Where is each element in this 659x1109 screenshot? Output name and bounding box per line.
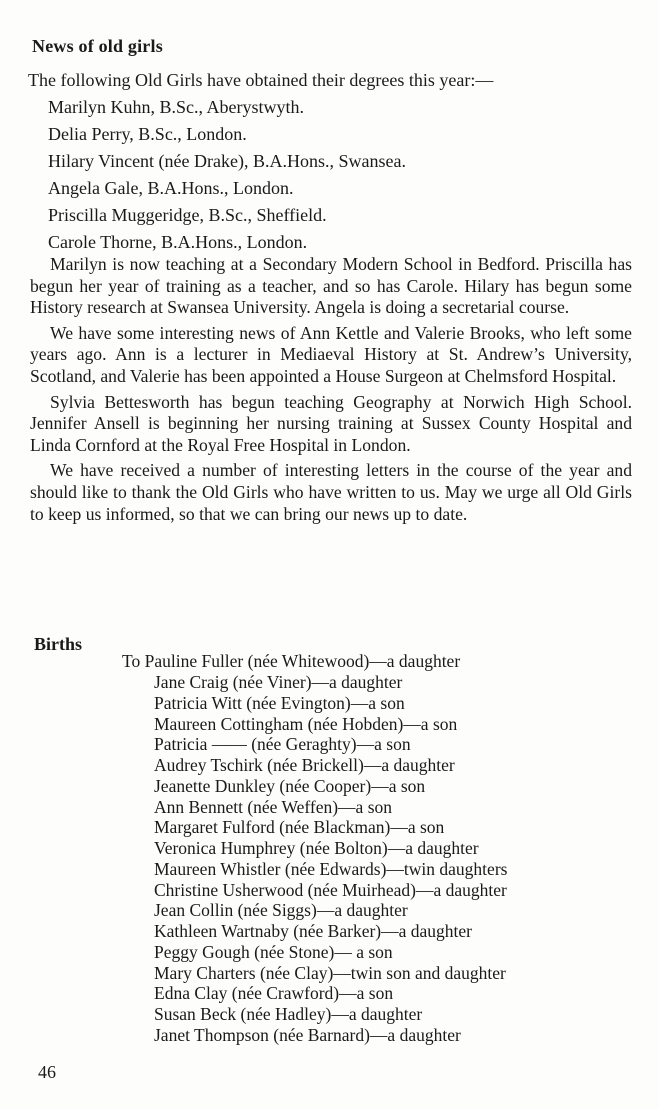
- birth-item: Mary Charters (née Clay)—twin son and daughter: [154, 962, 506, 983]
- birth-item: Edna Clay (née Crawford)—a son: [154, 983, 394, 1004]
- birth-item: Peggy Gough (née Stone)— a son: [154, 941, 393, 962]
- births-list: [154, 672, 507, 1046]
- degree-item: Marilyn Kuhn, B.Sc., Aberystwyth.: [48, 97, 304, 117]
- birth-item: Jean Collin (née Siggs)—a daughter: [154, 900, 408, 921]
- page-number: 46: [38, 1062, 56, 1082]
- birth-item: Christine Usherwood (née Muirhead)—a daughter: [154, 879, 507, 900]
- degrees-intro: The following Old Girls have obtained their degrees this year:—: [28, 70, 494, 90]
- births-intro: To Pauline Fuller (née Whitewood)—a daughter: [122, 651, 461, 671]
- birth-item: Kathleen Wartnaby (née Barker)—a daughter: [154, 921, 472, 941]
- birth-item: Veronica Humphrey (née Bolton)—a daughter: [154, 838, 479, 858]
- news-heading: News of old girls: [32, 36, 163, 56]
- news-paragraph: We have received a number of interesting letters in the course of the year and should like to thank the Old Girls who have written to us. May we urge all Old Girls to keep us informed, so that we can bring our news up to date.: [30, 460, 632, 524]
- news-paragraph: Sylvia Bettesworth has begun teaching Geography at Norwich High School. Jennifer Ansell is beginning her nursing training at Sussex County Hospital and Linda Cornford at the Royal Free Hospital in London.: [30, 391, 632, 455]
- birth-item: Patricia Witt (née Evington)—a son: [154, 692, 405, 713]
- news-paragraphs: [30, 254, 632, 529]
- degree-item: Carole Thorne, B.A.Hons., London.: [48, 232, 308, 252]
- birth-item: Janet Thompson (née Barnard)—a daughter: [154, 1024, 461, 1045]
- births-heading: Births: [34, 634, 83, 654]
- birth-item: Maureen Whistler (née Edwards)—twin daughters: [154, 858, 508, 879]
- birth-item: Margaret Fulford (née Blackman)—a son: [154, 817, 445, 838]
- degree-item: Hilary Vincent (née Drake), B.A.Hons., Swansea.: [48, 151, 406, 171]
- birth-item: Patricia —— (née Geraghty)—a son: [154, 734, 411, 755]
- birth-item: Maureen Cottingham (née Hobden)—a son: [154, 713, 458, 734]
- birth-item: Ann Bennett (née Weffen)—a son: [154, 796, 393, 817]
- birth-item: Jane Craig (née Viner)—a daughter: [154, 672, 403, 692]
- degree-item: Priscilla Muggeridge, B.Sc., Sheffield.: [48, 205, 327, 225]
- news-paragraph: We have some interesting news of Ann Kettle and Valerie Brooks, who left some years ago. Ann is a lecturer in Mediaeval History at St. Andrew’s University, Scotland, and Valerie has been appointed a House Surgeon at Chelmsford Hospital.: [30, 322, 632, 386]
- degrees-list: [48, 94, 406, 256]
- birth-item: Susan Beck (née Hadley)—a daughter: [154, 1004, 423, 1024]
- news-paragraph: Marilyn is now teaching at a Secondary Modern School in Bedford. Priscilla has begun her year of training as a teacher, and so has Carole. Hilary has begun some History research at Swansea University. Angela is doing a secretarial course.: [30, 254, 632, 318]
- degree-item: Angela Gale, B.A.Hons., London.: [48, 178, 294, 198]
- birth-item: Jeanette Dunkley (née Cooper)—a son: [154, 775, 426, 796]
- birth-item: Audrey Tschirk (née Brickell)—a daughter: [154, 755, 455, 775]
- degree-item: Delia Perry, B.Sc., London.: [48, 124, 247, 144]
